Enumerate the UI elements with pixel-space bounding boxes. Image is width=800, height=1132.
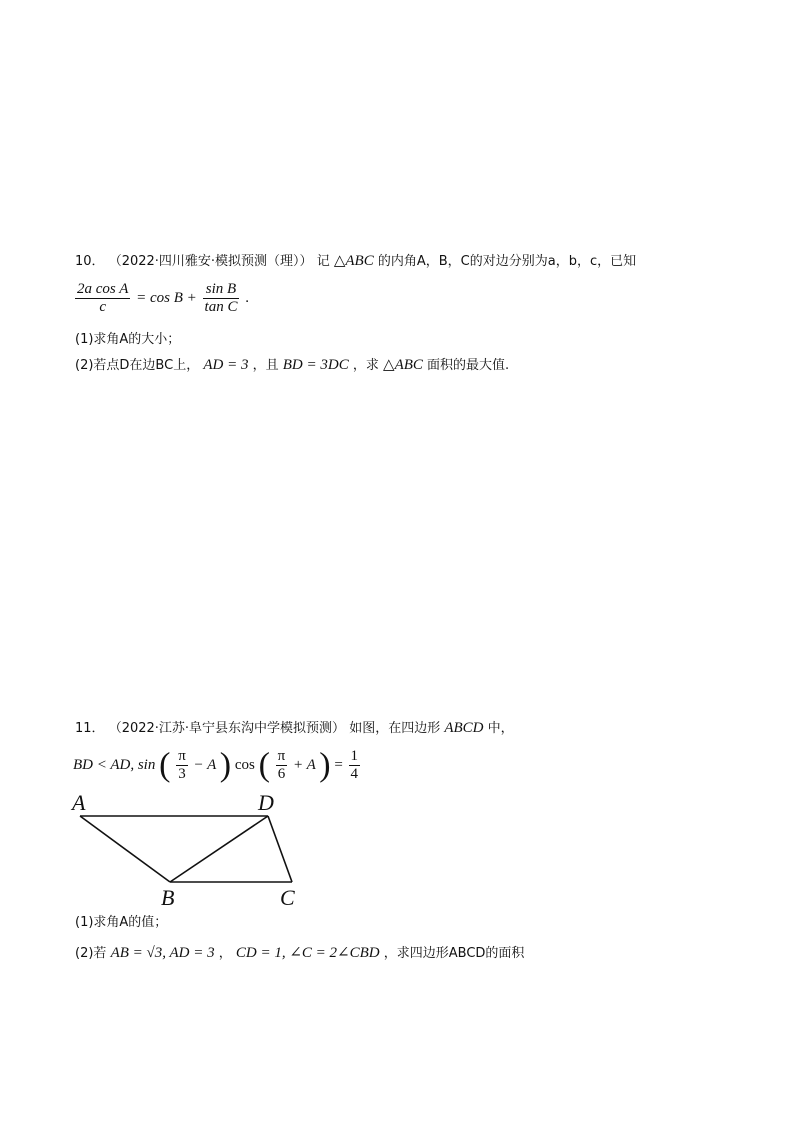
q10-stem-rest: 的内角A，B，C的对边分别为a，b，c，已知 <box>377 254 637 269</box>
q10-source: （2022·四川雅安·模拟预测（理）） <box>108 254 313 269</box>
q10-number: 10． <box>75 254 105 269</box>
q11-cond-a: BD < AD, sin <box>73 756 156 773</box>
q10-equation <box>73 281 249 316</box>
q11-cos-label: cos <box>234 756 255 773</box>
q10-part2-text-b: ，且 <box>252 358 279 373</box>
q11-part2-text-b: ， <box>218 946 232 961</box>
diagonal-bd <box>170 816 268 882</box>
q11-part2 <box>75 944 524 963</box>
q11-part1: (1)求角A的值； <box>75 915 168 930</box>
q11-f3-numerator: 1 <box>350 748 359 764</box>
label-c: C <box>280 885 295 910</box>
label-a: A <box>72 790 86 815</box>
edge-cd <box>268 816 292 882</box>
q10-stem-intro: 记 <box>316 254 330 269</box>
q11-f2-numerator: π <box>277 748 286 764</box>
q11-f1-numerator: π <box>178 748 186 764</box>
q10-lhs-fraction <box>75 281 130 316</box>
q11-fraction-1 <box>176 748 188 783</box>
q11-paren-open-2: ( <box>258 746 270 784</box>
q11-part2-math-1: AB = √3, AD = 3 <box>110 945 215 961</box>
edge-ab <box>80 816 170 882</box>
q11-number: 11． <box>75 721 105 736</box>
q10-part2-bd: BD = 3DC <box>282 357 349 373</box>
q10-triangle: △ABC <box>333 253 374 269</box>
q11-f3-denominator: 4 <box>350 766 359 782</box>
q10-rhs-denominator: tan C <box>204 299 238 315</box>
q11-f2-denominator: 6 <box>277 766 286 782</box>
q10-eq-end: . <box>245 289 249 306</box>
label-d: D <box>258 790 274 815</box>
q10-lhs-numerator: 2a cos A <box>77 281 129 297</box>
q10-stem <box>75 252 636 271</box>
q10-part2-text-a: (2)若点D在边BC上， <box>75 358 200 373</box>
q11-source: （2022·江苏·阜宁县东沟中学模拟预测） <box>108 721 346 736</box>
q10-part2-ad: AD = 3 <box>203 357 249 373</box>
q11-f1-tail: − A <box>193 756 217 773</box>
q11-part2-text-a: (2)若 <box>75 946 107 961</box>
q11-paren-open-1: ( <box>159 746 171 784</box>
q11-stem-a: 如图，在四边形 <box>349 721 441 736</box>
q10-rhs-fraction <box>203 281 240 316</box>
q11-paren-close-1: ) <box>219 746 232 784</box>
q11-eq-sign: = <box>334 756 343 773</box>
q10-lhs-denominator: c <box>99 299 107 315</box>
label-b: B <box>161 885 175 910</box>
q11-fraction-2 <box>276 748 288 783</box>
q10-eq-mid: = cos B + <box>136 289 197 306</box>
q11-f2-tail: + A <box>293 756 316 773</box>
q11-condition <box>73 748 362 783</box>
q11-stem-b: 中， <box>487 721 514 736</box>
q11-fraction-3 <box>349 748 361 783</box>
q10-part2-triangle: △ABC <box>383 357 423 373</box>
q11-stem <box>75 719 514 738</box>
q11-part2-text-c: ，求四边形ABCD的面积 <box>383 946 525 961</box>
q10-part1: (1)求角A的大小； <box>75 332 181 347</box>
q11-paren-close-2: ) <box>319 746 331 784</box>
q10-rhs-numerator: sin B <box>203 281 240 299</box>
q10-part2 <box>75 356 509 375</box>
q10-part2-text-c: ，求 <box>352 358 379 373</box>
q11-quad: ABCD <box>444 720 484 736</box>
q11-f1-denominator: 3 <box>178 766 186 782</box>
q11-figure <box>60 790 320 910</box>
q10-part2-text-d: 面积的最大值. <box>427 358 510 373</box>
q11-part2-math-2: CD = 1, ∠C = 2∠CBD <box>235 945 380 961</box>
